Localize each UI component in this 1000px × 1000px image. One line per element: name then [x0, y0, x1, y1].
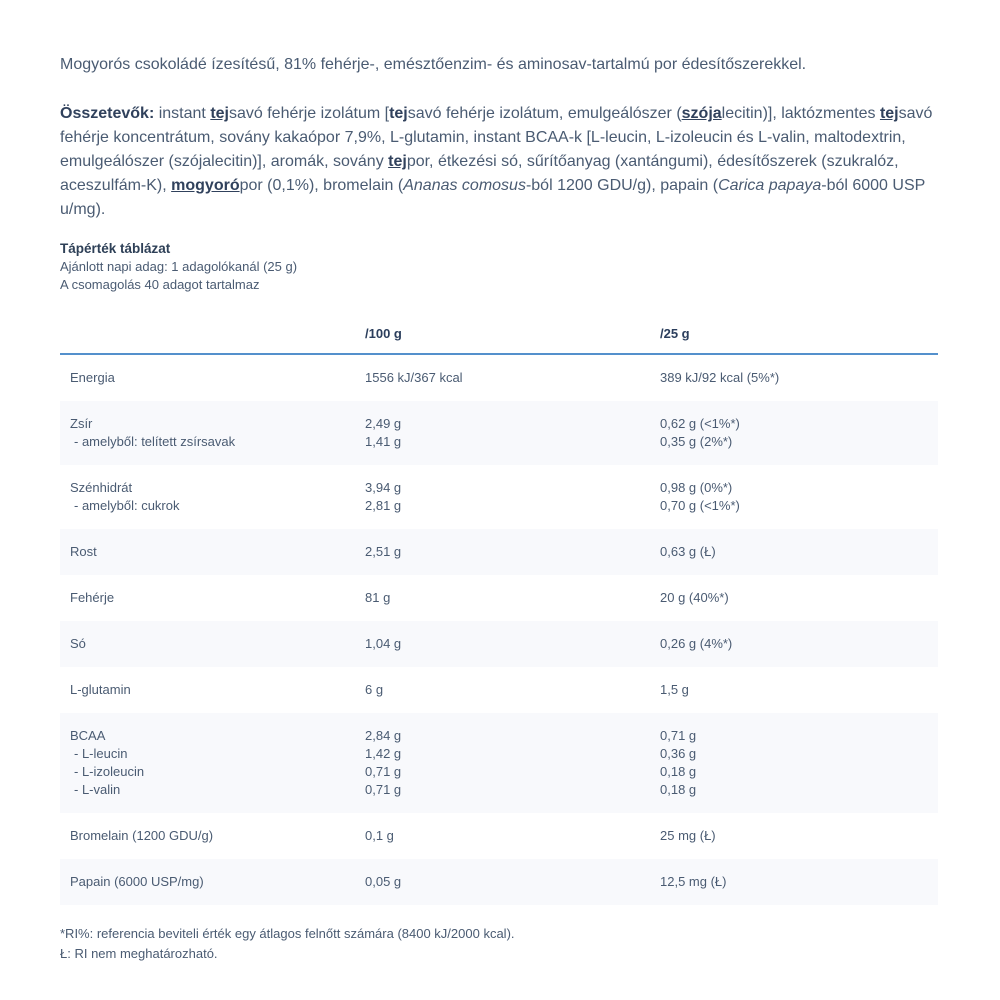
ingredient-segment: tej [210, 105, 229, 122]
nutrient-main-line: Só [70, 636, 86, 651]
nutrient-sub-line: 0,71 g [365, 782, 402, 797]
nutrient-main-line: 1,5 g [660, 682, 689, 697]
nutrient-main-line: 2,51 g [365, 544, 402, 559]
nutrient-main-line: 0,1 g [365, 828, 394, 843]
row-value-100g-cell [365, 589, 660, 607]
nutrient-main-line: 3,94 g [365, 480, 402, 495]
nutrient-sub-line: - L-leucin [74, 746, 128, 761]
table-row [60, 667, 938, 713]
table-row [60, 621, 938, 667]
row-value-25g-cell [660, 681, 938, 699]
nutrient-sub-line: 2,81 g [365, 498, 402, 513]
nutrient-sub-line: 1,42 g [365, 746, 402, 761]
row-label-cell [60, 479, 365, 515]
nutrition-table-body [60, 355, 938, 905]
ingredient-segment: instant [158, 105, 211, 122]
table-row [60, 859, 938, 905]
header-empty-cell [60, 326, 365, 341]
row-label-cell [60, 543, 365, 561]
row-value-100g-cell [365, 635, 660, 653]
nutrient-sub-line: 0,36 g [660, 746, 697, 761]
nutrient-main-line: Fehérje [70, 590, 115, 605]
nutrition-table [60, 320, 938, 905]
row-value-100g-cell [365, 727, 660, 799]
nutrient-sub-line: 0,70 g (<1%*) [660, 498, 740, 513]
row-value-25g-cell [660, 727, 938, 799]
nutrient-main-line: 6 g [365, 682, 384, 697]
nutrient-main-line: 1,04 g [365, 636, 402, 651]
ingredient-segment: Carica papaya [718, 177, 822, 194]
row-label-cell [60, 415, 365, 451]
header-per-100g: /100 g [365, 326, 402, 341]
row-value-25g-cell [660, 369, 938, 387]
table-row [60, 529, 938, 575]
table-row [60, 813, 938, 859]
row-value-100g-cell [365, 543, 660, 561]
serving-size-line: Ajánlott napi adag: 1 adagolókanál (25 g) [60, 259, 298, 274]
row-value-100g-cell [365, 369, 660, 387]
row-value-25g-cell [660, 873, 938, 891]
ingredient-segment: savó fehérje koncentrátum, sovány kakaópor 7,9%, L-glutamin, instant BCAA-k [L-leucin, L-izoleucin és L-valin, maltodextrin, emulgeálószer (szójalecitin)], aromák, sovány [60, 105, 933, 170]
nutrient-main-line: Rost [70, 544, 97, 559]
ingredient-segment: -ból 6000 USP u/mg). [60, 177, 926, 218]
row-label-cell [60, 681, 365, 699]
nutrient-main-line: Szénhidrát [70, 480, 133, 495]
nutrient-sub-line: 0,18 g [660, 764, 697, 779]
row-value-100g-cell [365, 479, 660, 515]
row-label-cell [60, 635, 365, 653]
table-row [60, 401, 938, 465]
nutrient-main-line: 2,84 g [365, 728, 402, 743]
ingredient-segment: szója [681, 105, 722, 122]
nutrient-main-line: 1556 kJ/367 kcal [365, 370, 463, 385]
ingredient-segment: mogyoró [171, 177, 240, 194]
nutrient-main-line: 25 mg (Ł) [660, 828, 716, 843]
row-label-cell [60, 589, 365, 607]
row-value-25g-cell [660, 543, 938, 561]
ingredient-segment: tej [388, 153, 407, 170]
row-label-cell [60, 827, 365, 845]
nutrient-main-line: 12,5 mg (Ł) [660, 874, 727, 889]
nutrient-sub-line: - L-izoleucin [74, 764, 145, 779]
ingredient-segment: Ananas comosus [403, 177, 526, 194]
row-value-25g-cell [660, 415, 938, 451]
table-row [60, 575, 938, 621]
row-value-100g-cell [365, 681, 660, 699]
nutrient-main-line: BCAA [70, 728, 106, 743]
row-value-25g-cell [660, 635, 938, 653]
row-value-25g-cell [660, 589, 938, 607]
nutrient-sub-line: 1,41 g [365, 434, 402, 449]
ingredient-segment: savó fehérje izolátum [ [228, 105, 390, 122]
ingredient-segment: tej [879, 105, 899, 122]
table-row [60, 465, 938, 529]
nutrient-sub-line: - L-valin [74, 782, 121, 797]
ingredient-segment: por, étkezési só, sűrítőanyag (xantángumi), édesítőszerek (szukralóz, aceszulfám-K), [60, 153, 899, 194]
nutrient-sub-line: - amelyből: telített zsírsavak [74, 434, 236, 449]
nutrient-main-line: 0,26 g (4%*) [660, 636, 733, 651]
nutrient-main-line: Papain (6000 USP/mg) [70, 874, 204, 889]
nutrient-main-line: 0,63 g (Ł) [660, 544, 716, 559]
table-row [60, 355, 938, 401]
nutrient-main-line: Energia [70, 370, 115, 385]
ingredient-segment: lecitin)], laktózmentes [721, 105, 880, 122]
row-value-100g-cell [365, 415, 660, 451]
row-label-cell [60, 873, 365, 891]
footnote-l: Ł: RI nem meghatározható. [60, 946, 218, 961]
nutrient-main-line: 20 g (40%*) [660, 590, 729, 605]
ingredient-segment: Összetevők: [60, 105, 159, 122]
footnote-ri: *RI%: referencia beviteli érték egy átlagos felnőtt számára (8400 kJ/2000 kcal). [60, 926, 515, 941]
row-value-100g-cell [365, 827, 660, 845]
row-label-cell [60, 727, 365, 799]
ingredient-segment: -ból 1200 GDU/g), papain ( [525, 177, 719, 194]
nutrient-sub-line: - amelyből: cukrok [74, 498, 180, 513]
ingredient-segment: savó fehérje izolátum, emulgeálószer ( [407, 105, 682, 122]
nutrient-sub-line: 0,35 g (2%*) [660, 434, 733, 449]
nutrient-main-line: 0,98 g (0%*) [660, 480, 733, 495]
servings-per-package-line: A csomagolás 40 adagot tartalmaz [60, 277, 260, 292]
ingredient-segment: por (0,1%), bromelain ( [239, 177, 404, 194]
nutrient-sub-line: 0,18 g [660, 782, 697, 797]
row-value-100g-cell [365, 873, 660, 891]
nutrient-main-line: 0,05 g [365, 874, 402, 889]
nutrition-table-title: Tápérték táblázat [60, 241, 171, 256]
nutrition-info-block [60, 239, 938, 294]
nutrient-main-line: Bromelain (1200 GDU/g) [70, 828, 214, 843]
table-row [60, 713, 938, 813]
product-description: Mogyorós csokoládé ízesítésű, 81% fehérje-, emésztőenzim- és aminosav-tartalmú por édesítőszerekkel. [60, 56, 807, 73]
ingredients-paragraph [60, 102, 938, 222]
nutrient-main-line: 0,71 g [660, 728, 697, 743]
nutrient-main-line: 81 g [365, 590, 391, 605]
nutrient-main-line: 389 kJ/92 kcal (5%*) [660, 370, 780, 385]
nutrient-main-line: 0,62 g (<1%*) [660, 416, 740, 431]
row-value-25g-cell [660, 479, 938, 515]
footnotes [60, 924, 938, 964]
table-header-row [60, 320, 938, 355]
nutrient-sub-line: 0,71 g [365, 764, 402, 779]
row-value-25g-cell [660, 827, 938, 845]
row-label-cell [60, 369, 365, 387]
ingredient-segment: tej [389, 105, 408, 122]
nutrient-main-line: Zsír [70, 416, 93, 431]
nutrient-main-line: 2,49 g [365, 416, 402, 431]
header-per-25g: /25 g [660, 326, 690, 341]
nutrient-main-line: L-glutamin [70, 682, 131, 697]
